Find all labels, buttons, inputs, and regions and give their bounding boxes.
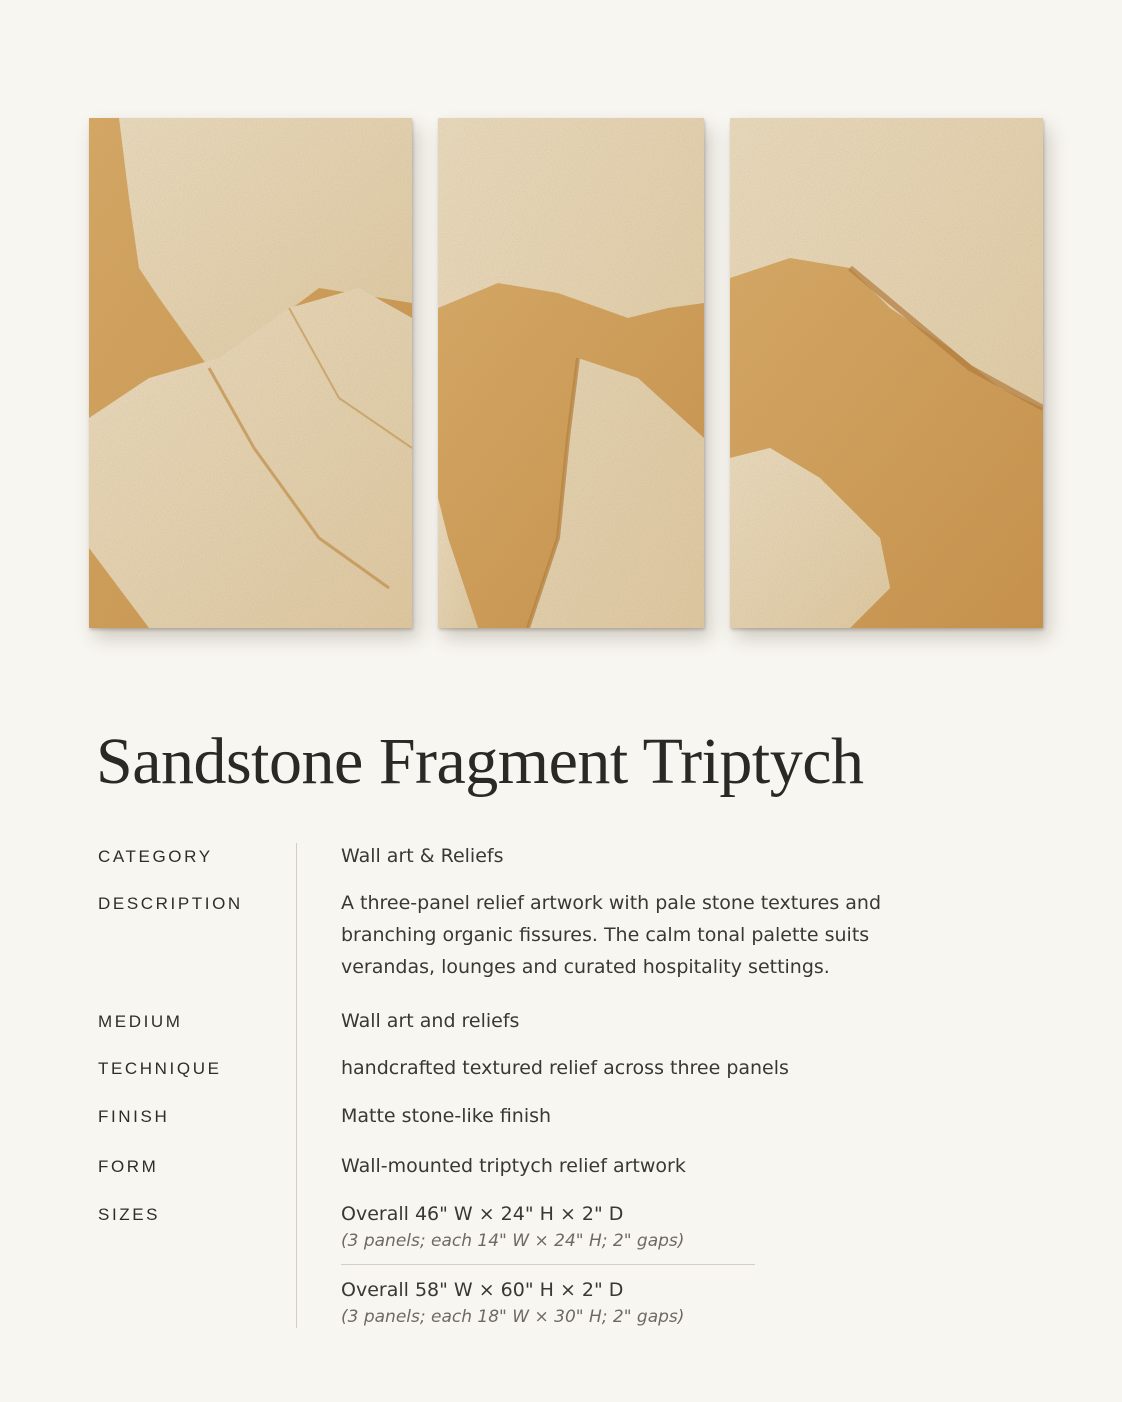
size-option-1-overall: Overall 46" W × 24" H × 2" D — [341, 1203, 624, 1225]
stone-texture-middle — [438, 118, 704, 628]
category-label: CATEGORY — [98, 847, 213, 866]
description-label: DESCRIPTION — [98, 894, 243, 913]
finish-label: FINISH — [98, 1107, 170, 1126]
triptych-panel-right — [730, 118, 1043, 628]
finish-value: Matte stone-like finish — [341, 1105, 552, 1127]
product-title: Sandstone Fragment Triptych — [96, 725, 864, 798]
description-value: A three-panel relief artwork with pale stone textures and branching organic fissures. The calm tonal palette suits verandas, lounges and curated hospitality settings. — [341, 892, 882, 978]
medium-label: MEDIUM — [98, 1012, 183, 1031]
size-option-2-overall: Overall 58" W × 60" H × 2" D — [341, 1279, 624, 1301]
technique-value: handcrafted textured relief across three panels — [341, 1057, 789, 1079]
size-option-2-detail: (3 panels; each 18" W × 30" H; 2" gaps) — [341, 1307, 685, 1327]
technique-label: TECHNIQUE — [98, 1059, 222, 1078]
spec-divider — [296, 843, 297, 1328]
triptych-panel-left — [89, 118, 412, 628]
stone-texture-right — [730, 118, 1043, 628]
category-value: Wall art & Reliefs — [341, 845, 504, 867]
size-option-1-detail: (3 panels; each 14" W × 24" H; 2" gaps) — [341, 1231, 685, 1251]
sizes-label: SIZES — [98, 1205, 161, 1224]
form-value: Wall-mounted triptych relief artwork — [341, 1155, 686, 1177]
size-separator — [341, 1264, 755, 1265]
form-label: FORM — [98, 1157, 159, 1176]
triptych-panel-middle — [438, 118, 704, 628]
stone-texture-left — [89, 118, 412, 628]
medium-value: Wall art and reliefs — [341, 1010, 520, 1032]
